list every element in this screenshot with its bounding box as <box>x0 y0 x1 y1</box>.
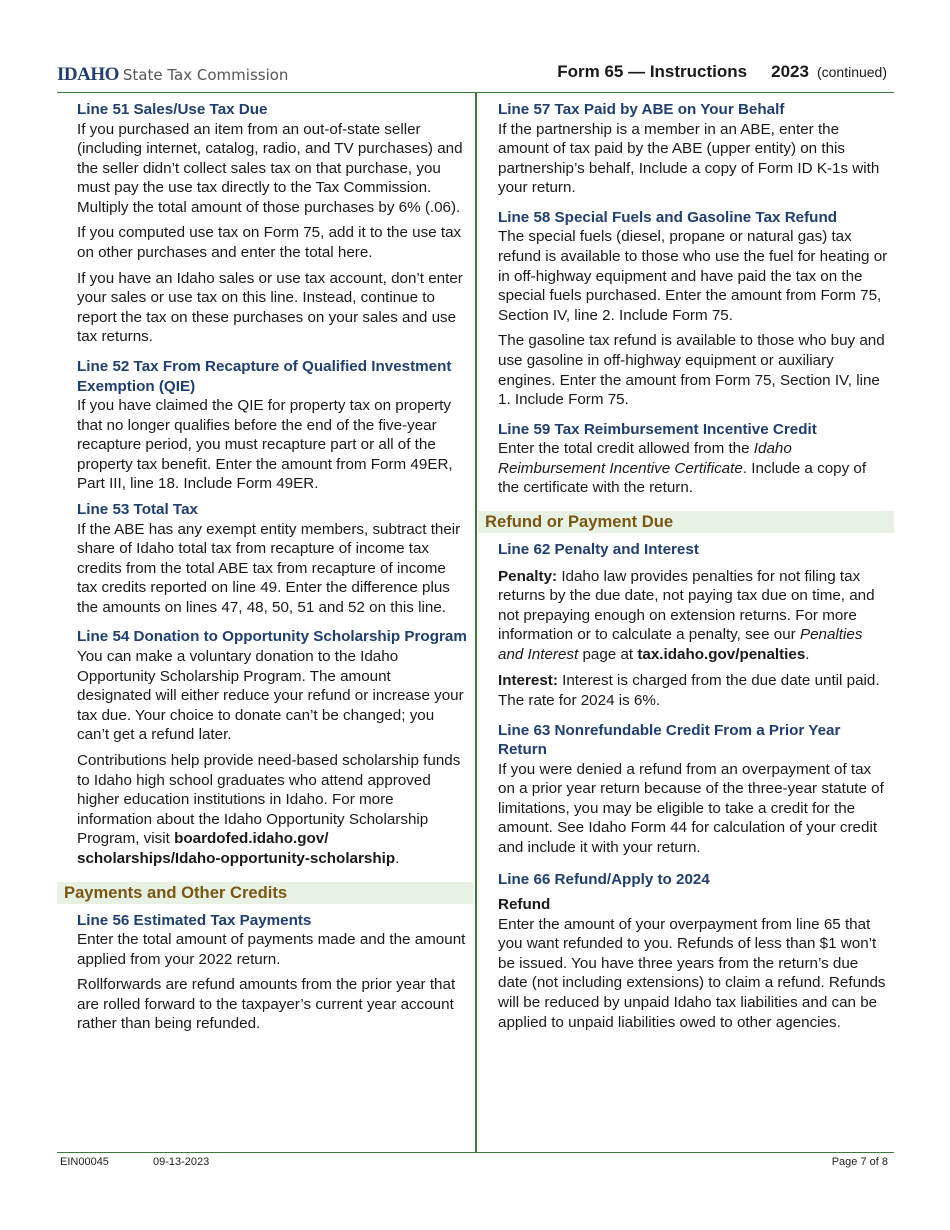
line-59-text-b: . Include a copy of the certificate with the return. <box>498 459 867 497</box>
line-56-para-2: Rollforwards are refund amounts from the prior year that are rolled forward to the taxpayer’s current year account rather than being refunded. <box>77 976 456 1033</box>
line-57-heading: Line 57 Tax Paid by ABE on Your Behalf <box>498 101 785 118</box>
line-62-heading: Line 62 Penalty and Interest <box>498 541 699 558</box>
line-54-para-2 <box>77 751 467 869</box>
line-54-para-2-end: . <box>395 849 400 867</box>
idaho-wordmark: IDAHO <box>57 64 119 85</box>
line-54-heading: Line 54 Donation to Opportunity Scholarship Program <box>77 628 467 646</box>
line-53-section <box>57 500 473 617</box>
form-title-block <box>557 62 887 82</box>
penalties-link[interactable]: tax.idaho.gov/penalties <box>637 645 806 663</box>
line-57-para-1: If the partnership is a member in an ABE, enter the amount of tax paid by the ABE (upper entity) on this partnership’s behalf, Include a copy of Form ID K-1s with your return. <box>498 120 880 197</box>
scholarship-link[interactable]: boardofed.idaho.gov/ scholarships/Idaho-opportunity-scholarship <box>77 830 396 867</box>
penalty-text-end: . <box>805 645 810 663</box>
form-year: 2023 <box>771 62 809 81</box>
line-66-para-1: Enter the amount of your overpayment from line 65 that you want refunded to you. Refunds of less than $1 won’t be issued. You have three years from the return’s due date (not including extensions) to claim a refund. Refunds will be reduced by unpaid Idaho tax liabilities and can be applied to unpaid liabilities owed to other agencies. <box>498 915 886 1031</box>
line-53-heading: Line 53 Total Tax <box>77 501 198 518</box>
line-51-section <box>57 100 473 347</box>
penalty-text-a: Idaho law provides penalties for not filing tax returns by the due date, not paying tax due on time, and not prepaying enough on extension returns. For more information or to calculate a penalty, see our <box>498 567 875 644</box>
interest-para <box>498 671 888 710</box>
line-51-heading: Line 51 Sales/Use Tax Due <box>77 101 268 118</box>
continued-label: (continued) <box>816 64 887 80</box>
line-59-text-a: Enter the total credit allowed from the <box>498 440 754 458</box>
refund-subheading: Refund <box>498 896 551 914</box>
interest-label: Interest: <box>498 672 558 690</box>
line-59-heading: Line 59 Tax Reimbursement Incentive Credit <box>498 420 817 438</box>
line-63-para-1: If you were denied a refund from an overpayment of tax on a prior year return because of the three-year statute of limitations, you may be eligible to take a credit for the amount. See Idaho Form 44 for calculation of your credit and include it with your return. <box>498 760 884 857</box>
page-number: Page 7 of 8 <box>831 1156 888 1168</box>
line-66-section <box>478 870 894 1033</box>
line-58-heading: Line 58 Special Fuels and Gasoline Tax Refund <box>498 208 837 226</box>
line-56-heading: Line 56 Estimated Tax Payments <box>77 911 312 929</box>
line-59-para-1 <box>498 439 888 498</box>
line-56-para-1: Enter the total amount of payments made and the amount applied from your 2022 return. <box>77 931 466 968</box>
penalty-text-b: page at <box>578 645 638 663</box>
line-52-section <box>57 357 473 494</box>
line-54-section <box>57 627 473 868</box>
form-title: Form 65 — Instructions <box>557 62 748 81</box>
line-56-section <box>57 911 473 1034</box>
form-code: EIN00045 <box>60 1156 109 1168</box>
line-59-section <box>478 420 894 498</box>
line-53-para-1: If the ABE has any exempt entity members, subtract their share of Idaho total tax from recapture of income tax credits from the total ABE tax from recapture of income tax credits reported on line 49. Enter the difference plus the amounts on lines 47, 48, 50, 51 and 52 on this line. <box>77 520 461 616</box>
interest-text: Interest is charged from the due date until paid. The rate for 2024 is 6%. <box>498 672 880 710</box>
page-header <box>57 60 894 93</box>
refund-section-header: Refund or Payment Due <box>478 511 894 533</box>
revision-date: 09-13-2023 <box>153 1156 210 1168</box>
line-52-heading: Line 52 Tax From Recapture of Qualified Investment Exemption (QIE) <box>77 358 452 395</box>
penalty-label: Penalty: <box>498 567 558 585</box>
line-63-section <box>478 721 894 858</box>
penalty-para <box>498 567 888 665</box>
line-54-para-1: You can make a voluntary donation to the Idaho Opportunity Scholarship Program. The amount designated will either reduce your refund or increase your tax due. Your choice to donate can’t be changed; you can’t get a refund later. <box>77 647 464 744</box>
page-footer <box>57 1152 894 1168</box>
line-66-heading: Line 66 Refund/Apply to 2024 <box>498 870 710 888</box>
line-63-heading: Line 63 Nonrefundable Credit From a Prior Year Return <box>498 721 841 759</box>
line-54-para-2-text: Contributions help provide need-based scholarship funds to Idaho high school graduates who attend approved higher education institutions in Idaho. For more information about the Idaho Opportunity Scholarship Program, visit <box>77 751 461 848</box>
certificate-name: Idaho Reimbursement Incentive Certificate <box>498 440 792 477</box>
right-column <box>478 100 894 1038</box>
payments-section-header: Payments and Other Credits <box>57 882 473 904</box>
line-51-para-2: If you computed use tax on Form 75, add it to the use tax on other purchases and enter the total here. <box>77 224 462 262</box>
left-column <box>57 100 473 1040</box>
line-58-para-2: The gasoline tax refund is available to those who buy and use gasoline in off-highway equipment or auxiliary engines. Enter the amount from Form 75, Section IV, line 1. Include Form 75. <box>498 332 885 409</box>
line-51-para-1: If you purchased an item from an out-of-state seller (including internet, catalog, radio, and TV purchases) and the seller didn’t collect sales tax on that purchase, you must pay the use tax directly to the Tax Commission. Multiply the total amount of those purchases by 6% (.06). <box>77 120 463 216</box>
line-62-section <box>478 540 894 711</box>
agency-logo <box>57 64 288 86</box>
line-57-section <box>478 100 894 198</box>
column-divider <box>475 92 477 1152</box>
agency-name: State Tax Commission <box>122 66 289 84</box>
penalties-page-name: Penalties and Interest <box>498 626 863 663</box>
line-58-section <box>478 208 894 410</box>
line-52-para-1: If you have claimed the QIE for property tax on property that no longer qualifies before the end of the five-year recapture period, you must recapture part or all of the property tax benefit. Enter the amount from Form 49ER, Part III, line 18. Include Form 49ER. <box>77 397 453 493</box>
line-51-para-3: If you have an Idaho sales or use tax account, don’t enter your sales or use tax on this line. Instead, continue to report the tax on these purchases on your sales and use tax returns. <box>77 269 463 346</box>
line-58-para-1: The special fuels (diesel, propane or natural gas) tax refund is available to those who use the fuel for heating or in off-highway equipment and have paid the tax on the special fuels purchased. Enter the amount from Form 75, Section IV, line 2. Include Form 75. <box>498 228 888 324</box>
